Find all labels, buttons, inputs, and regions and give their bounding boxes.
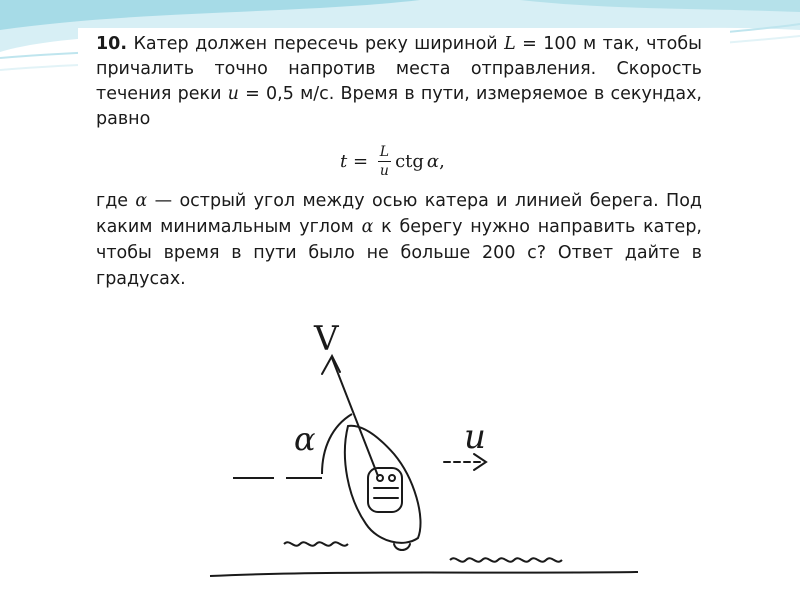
problem-text-1: Катер должен пересечь реку шириной xyxy=(133,34,505,54)
problem-text-u-eq: = 0,5 м/с. Время в пути, измеряемое в секундах, равно xyxy=(96,84,702,129)
problem-text-2c: к берегу нужно направить катер, чтобы время в пути было не больше 200 с? Ответ дайте в градусах. xyxy=(96,217,702,289)
problem-statement-part-1 xyxy=(96,32,702,132)
boat-river-drawing xyxy=(78,298,730,578)
problem-statement-part-2 xyxy=(96,188,702,292)
problem-text-2b: — острый угол между осью катера и линией берега. Под каким минимальным углом xyxy=(96,191,702,237)
formula-arg: α xyxy=(426,150,440,172)
formula-fraction xyxy=(378,145,391,178)
problem-text-L-eq: = 100 м так, чтобы причалить точно напротив места отправления. Скорость течения реки xyxy=(96,34,702,104)
var-alpha: α xyxy=(135,191,148,211)
far-shore-line xyxy=(210,572,638,576)
angle-arc xyxy=(322,414,352,474)
slide-content xyxy=(78,28,730,580)
label-v: V xyxy=(314,319,339,359)
time-formula xyxy=(340,136,445,186)
formula-func: ctg xyxy=(395,150,424,172)
formula-tail: , xyxy=(439,150,445,172)
label-u: u xyxy=(464,417,486,457)
formula-denominator: u xyxy=(379,162,389,179)
boat xyxy=(345,426,421,550)
var-L: L xyxy=(504,34,516,54)
water-waves xyxy=(284,542,562,561)
problem-number: 10. xyxy=(96,34,128,54)
problem-text-2a: где xyxy=(96,191,136,211)
formula-numerator: L xyxy=(379,143,390,160)
formula-eq: = xyxy=(347,150,374,172)
var-alpha-2: α xyxy=(361,217,374,237)
label-alpha: α xyxy=(294,420,316,458)
formula-lhs: t xyxy=(340,150,348,172)
var-u: u xyxy=(227,84,239,104)
